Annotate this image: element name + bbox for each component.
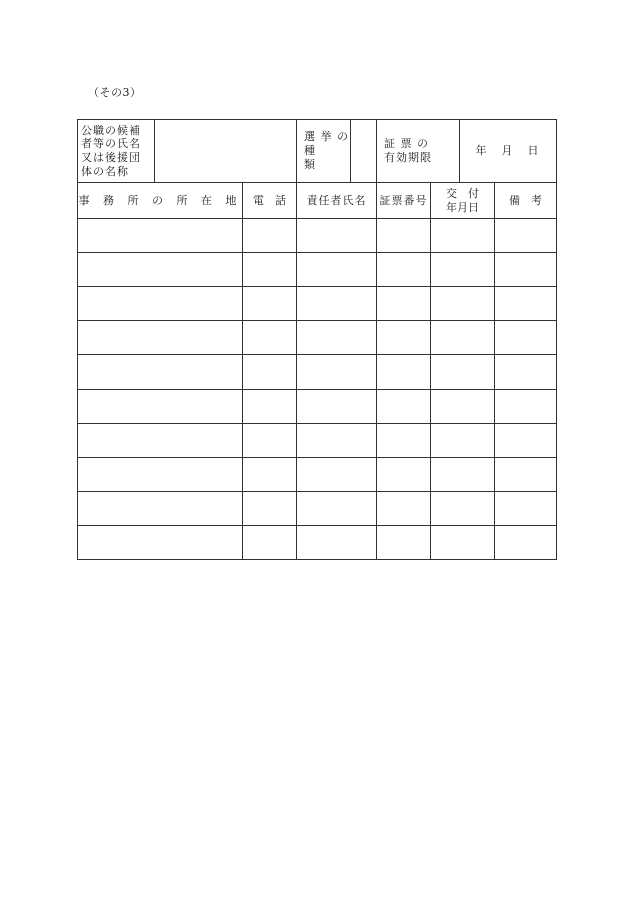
responsible-person-cell[interactable] [297,287,377,321]
certificate-number-cell[interactable] [377,457,431,491]
issue-date-cell[interactable] [431,321,495,355]
table-row [78,389,557,423]
responsible-person-cell[interactable] [297,253,377,287]
column-header-phone: 電 話 [243,183,297,219]
column-header-certificate-number: 証票番号 [377,183,431,219]
responsible-person-cell[interactable] [297,321,377,355]
remarks-cell[interactable] [495,219,557,253]
certificate-number-cell[interactable] [377,355,431,389]
column-header-issue-date: 交 付 年月日 [431,183,495,219]
certificate-number-cell[interactable] [377,525,431,559]
table-row [78,321,557,355]
responsible-person-cell[interactable] [297,457,377,491]
table-row [78,525,557,559]
responsible-person-cell[interactable] [297,491,377,525]
issue-date-cell[interactable] [431,491,495,525]
address-cell[interactable] [78,457,243,491]
column-header-row [78,183,557,219]
phone-cell[interactable] [243,491,297,525]
phone-cell[interactable] [243,355,297,389]
certificate-number-cell[interactable] [377,389,431,423]
address-cell[interactable] [78,321,243,355]
remarks-cell[interactable] [495,389,557,423]
remarks-cell[interactable] [495,355,557,389]
address-cell[interactable] [78,525,243,559]
address-cell[interactable] [78,491,243,525]
certificate-number-cell[interactable] [377,287,431,321]
address-cell[interactable] [78,423,243,457]
issue-date-cell[interactable] [431,253,495,287]
table-row [78,355,557,389]
responsible-person-cell[interactable] [297,525,377,559]
table-row [78,253,557,287]
office-register-table [77,119,557,560]
validity-date-field[interactable]: 年 月 日 [460,120,557,183]
candidate-name-label: 公職の候補 者等の氏名 又は後援団 体の名称 [78,120,155,183]
candidate-name-field[interactable] [155,120,297,183]
issue-date-cell[interactable] [431,457,495,491]
responsible-person-cell[interactable] [297,423,377,457]
phone-cell[interactable] [243,321,297,355]
phone-cell[interactable] [243,525,297,559]
responsible-person-cell[interactable] [297,219,377,253]
remarks-cell[interactable] [495,525,557,559]
remarks-cell[interactable] [495,287,557,321]
phone-cell[interactable] [243,457,297,491]
header-info-row [78,120,557,183]
address-cell[interactable] [78,253,243,287]
issue-date-cell[interactable] [431,389,495,423]
table-row [78,219,557,253]
address-cell[interactable] [78,355,243,389]
column-header-office-address: 事 務 所 の 所 在 地 [78,183,243,219]
remarks-cell[interactable] [495,457,557,491]
issue-date-cell[interactable] [431,423,495,457]
phone-cell[interactable] [243,253,297,287]
page-label: （その3） [88,86,142,99]
remarks-cell[interactable] [495,423,557,457]
validity-period-label: 証 票 の 有効期限 [377,120,460,183]
table-row [78,287,557,321]
certificate-number-cell[interactable] [377,423,431,457]
table-row [78,491,557,525]
table-row [78,457,557,491]
address-cell[interactable] [78,219,243,253]
certificate-number-cell[interactable] [377,491,431,525]
certificate-number-cell[interactable] [377,321,431,355]
election-type-field[interactable] [351,120,377,183]
issue-date-cell[interactable] [431,355,495,389]
remarks-cell[interactable] [495,321,557,355]
address-cell[interactable] [78,389,243,423]
issue-date-cell[interactable] [431,525,495,559]
responsible-person-cell[interactable] [297,389,377,423]
certificate-number-cell[interactable] [377,219,431,253]
phone-cell[interactable] [243,219,297,253]
phone-cell[interactable] [243,423,297,457]
issue-date-cell[interactable] [431,219,495,253]
responsible-person-cell[interactable] [297,355,377,389]
remarks-cell[interactable] [495,253,557,287]
phone-cell[interactable] [243,287,297,321]
column-header-responsible-person: 責任者氏名 [297,183,377,219]
election-type-label: 選 挙 の 種 類 [297,120,351,183]
issue-date-cell[interactable] [431,287,495,321]
remarks-cell[interactable] [495,491,557,525]
table-row [78,423,557,457]
certificate-number-cell[interactable] [377,253,431,287]
column-header-remarks: 備 考 [495,183,557,219]
address-cell[interactable] [78,287,243,321]
phone-cell[interactable] [243,389,297,423]
